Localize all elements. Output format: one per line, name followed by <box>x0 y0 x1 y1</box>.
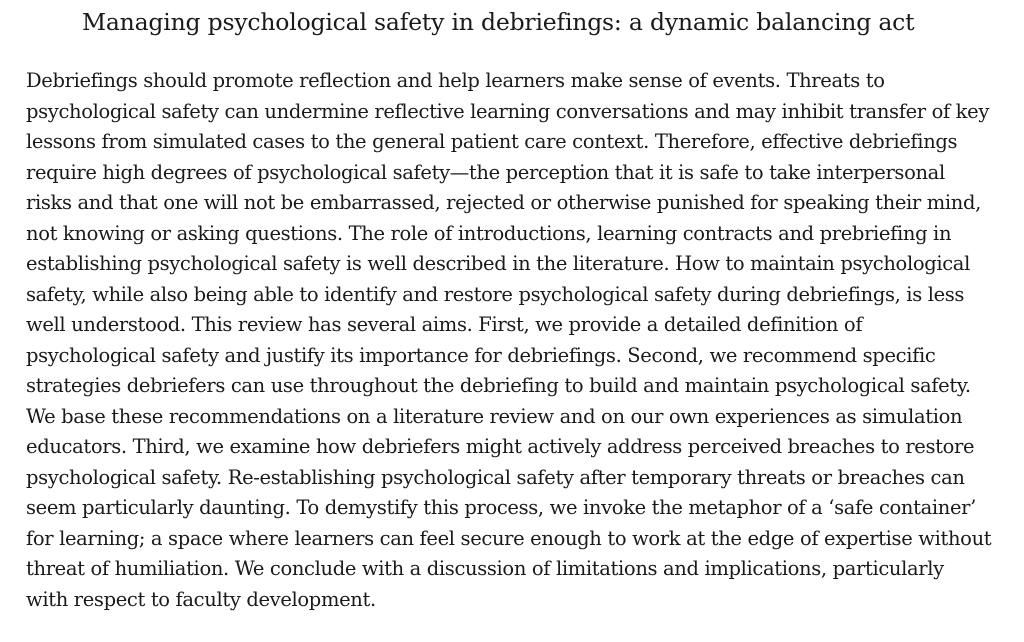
abstract-line: risks and that one will not be embarrassed, rejected or otherwise punished for speaking their mind, <box>26 191 981 214</box>
abstract-line: not knowing or asking questions. The role of introductions, learning contracts and prebriefing in <box>26 221 952 245</box>
article-title: Managing psychological safety in debriefings: a dynamic balancing act <box>82 8 915 36</box>
abstract-line: with respect to faculty development. <box>26 587 376 611</box>
abstract-line: psychological safety. Re-establishing psychological safety after temporary threats or breaches can <box>26 465 965 489</box>
abstract-line: for learning; a space where learners can feel secure enough to work at the edge of expertise without <box>26 526 992 550</box>
abstract-paragraph <box>26 66 1011 615</box>
abstract-line: Debriefings should promote reflection and help learners make sense of events. Threats to <box>26 69 885 92</box>
abstract-line: safety, while also being able to identify and restore psychological safety during debriefings, is less <box>26 282 965 306</box>
abstract-line: We base these recommendations on a literature review and on our own experiences as simulation <box>26 404 963 428</box>
abstract-line: threat of humiliation. We conclude with a discussion of limitations and implications, particularly <box>26 557 944 580</box>
abstract-line: psychological safety and justify its importance for debriefings. Second, we recommend specific <box>26 343 936 367</box>
abstract-line: require high degrees of psychological safety—the perception that it is safe to take interpersonal <box>26 160 945 184</box>
abstract-line: educators. Third, we examine how debriefers might actively address perceived breaches to restore <box>26 435 975 458</box>
abstract-line: psychological safety can undermine reflective learning conversations and may inhibit transfer of key <box>26 99 990 123</box>
abstract-line: establishing psychological safety is well described in the literature. How to maintain psychological <box>26 252 970 275</box>
abstract-line: strategies debriefers can use throughout the debriefing to build and maintain psychological safety. <box>26 374 971 397</box>
abstract-line: seem particularly daunting. To demystify this process, we invoke the metaphor of a ‘safe container’ <box>26 496 976 519</box>
abstract-line: well understood. This review has several aims. First, we provide a detailed definition of <box>26 313 863 336</box>
abstract-line: lessons from simulated cases to the general patient care context. Therefore, effective debriefings <box>26 130 958 153</box>
